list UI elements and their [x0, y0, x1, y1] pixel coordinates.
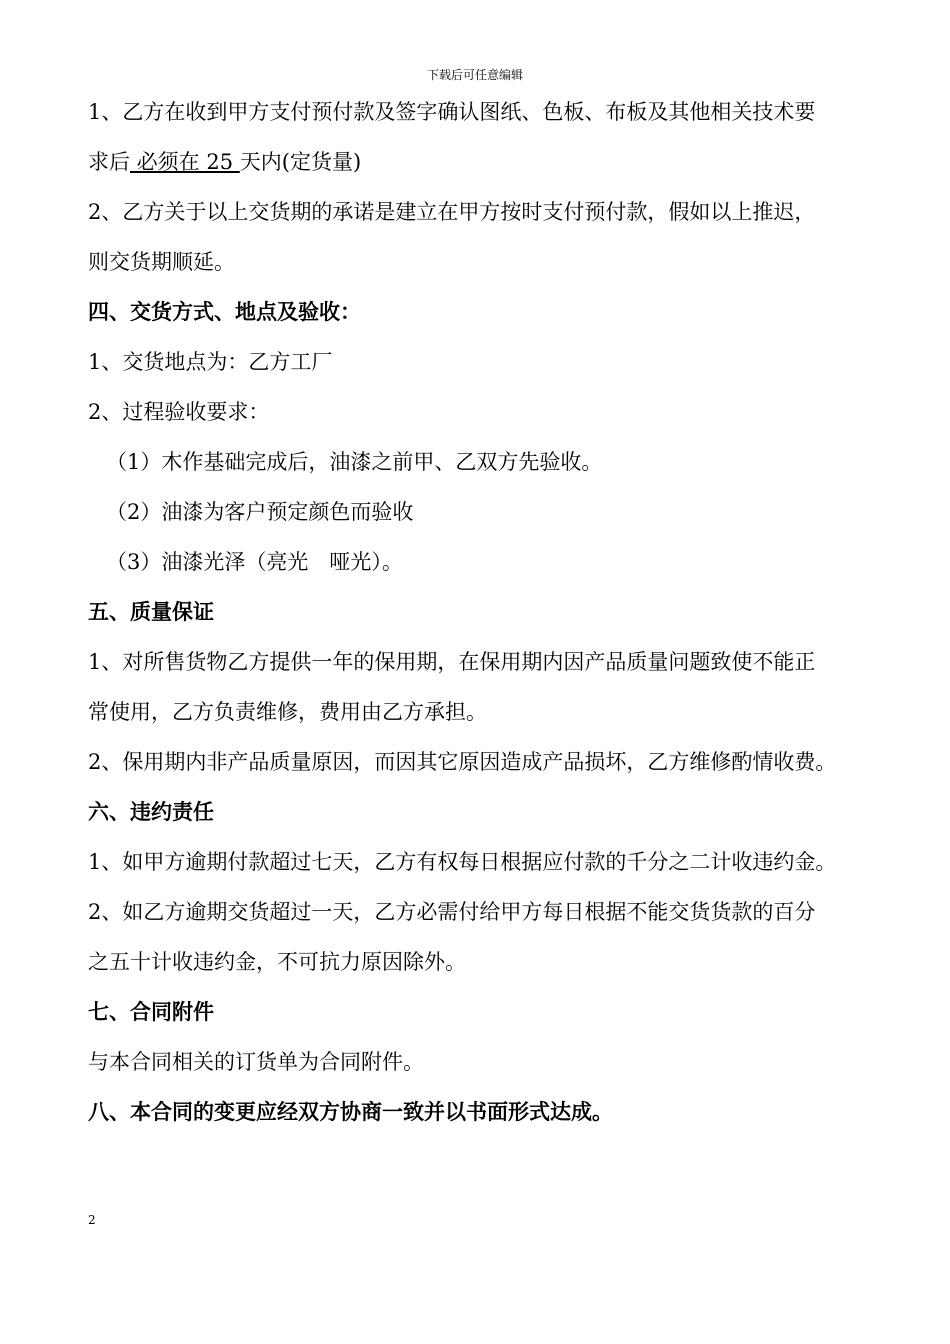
text-line: 1、对所售货物乙方提供一年的保用期，在保用期内因产品质量问题致使不能正: [88, 650, 816, 674]
section-heading: 五、质量保证: [88, 599, 214, 624]
text-line: 常使用，乙方负责维修，费用由乙方承担。: [88, 700, 487, 724]
text-line: 1、如甲方逾期付款超过七天，乙方有权每日根据应付款的千分之二计收违约金。: [88, 850, 837, 874]
text-line: 2、如乙方逾期交货超过一天，乙方必需付给甲方每日根据不能交货货款的百分: [88, 900, 816, 924]
text-line: 与本合同相关的订货单为合同附件。: [88, 1050, 424, 1074]
text-segment: 天内(定货量): [239, 150, 362, 174]
section-heading: 六、违约责任: [88, 799, 214, 824]
text-line: 之五十计收违约金，不可抗力原因除外。: [88, 950, 466, 974]
section-heading: 七、合同附件: [88, 999, 214, 1024]
text-line: 2、乙方关于以上交货期的承诺是建立在甲方按时支付预付款，假如以上推迟，: [88, 200, 816, 224]
underlined-text: 必须在 25: [130, 150, 240, 174]
text-line-with-underline: [88, 147, 878, 177]
page-number: 2: [88, 1213, 96, 1227]
list-item: （3）油漆光泽（亮光 哑光）。: [106, 550, 403, 574]
section-heading: 八、本合同的变更应经双方协商一致并以书面形式达成。: [88, 1099, 613, 1124]
text-line: 则交货期顺延。: [88, 250, 235, 274]
list-item: （1）木作基础完成后，油漆之前甲、乙双方先验收。: [106, 450, 603, 474]
text-line: 2、保用期内非产品质量原因，而因其它原因造成产品损坏，乙方维修酌情收费。: [88, 750, 837, 774]
text-line: 1、乙方在收到甲方支付预付款及签字确认图纸、色板、布板及其他相关技术要: [88, 100, 816, 124]
text-line: 1、交货地点为：乙方工厂: [88, 350, 333, 374]
text-line: 2、过程验收要求：: [88, 400, 270, 424]
header-note: 下载后可任意编辑: [426, 68, 523, 82]
list-item: （2）油漆为客户预定颜色而验收: [106, 500, 414, 524]
text-segment: 求后: [88, 150, 130, 174]
section-heading: 四、交货方式、地点及验收：: [88, 299, 361, 324]
